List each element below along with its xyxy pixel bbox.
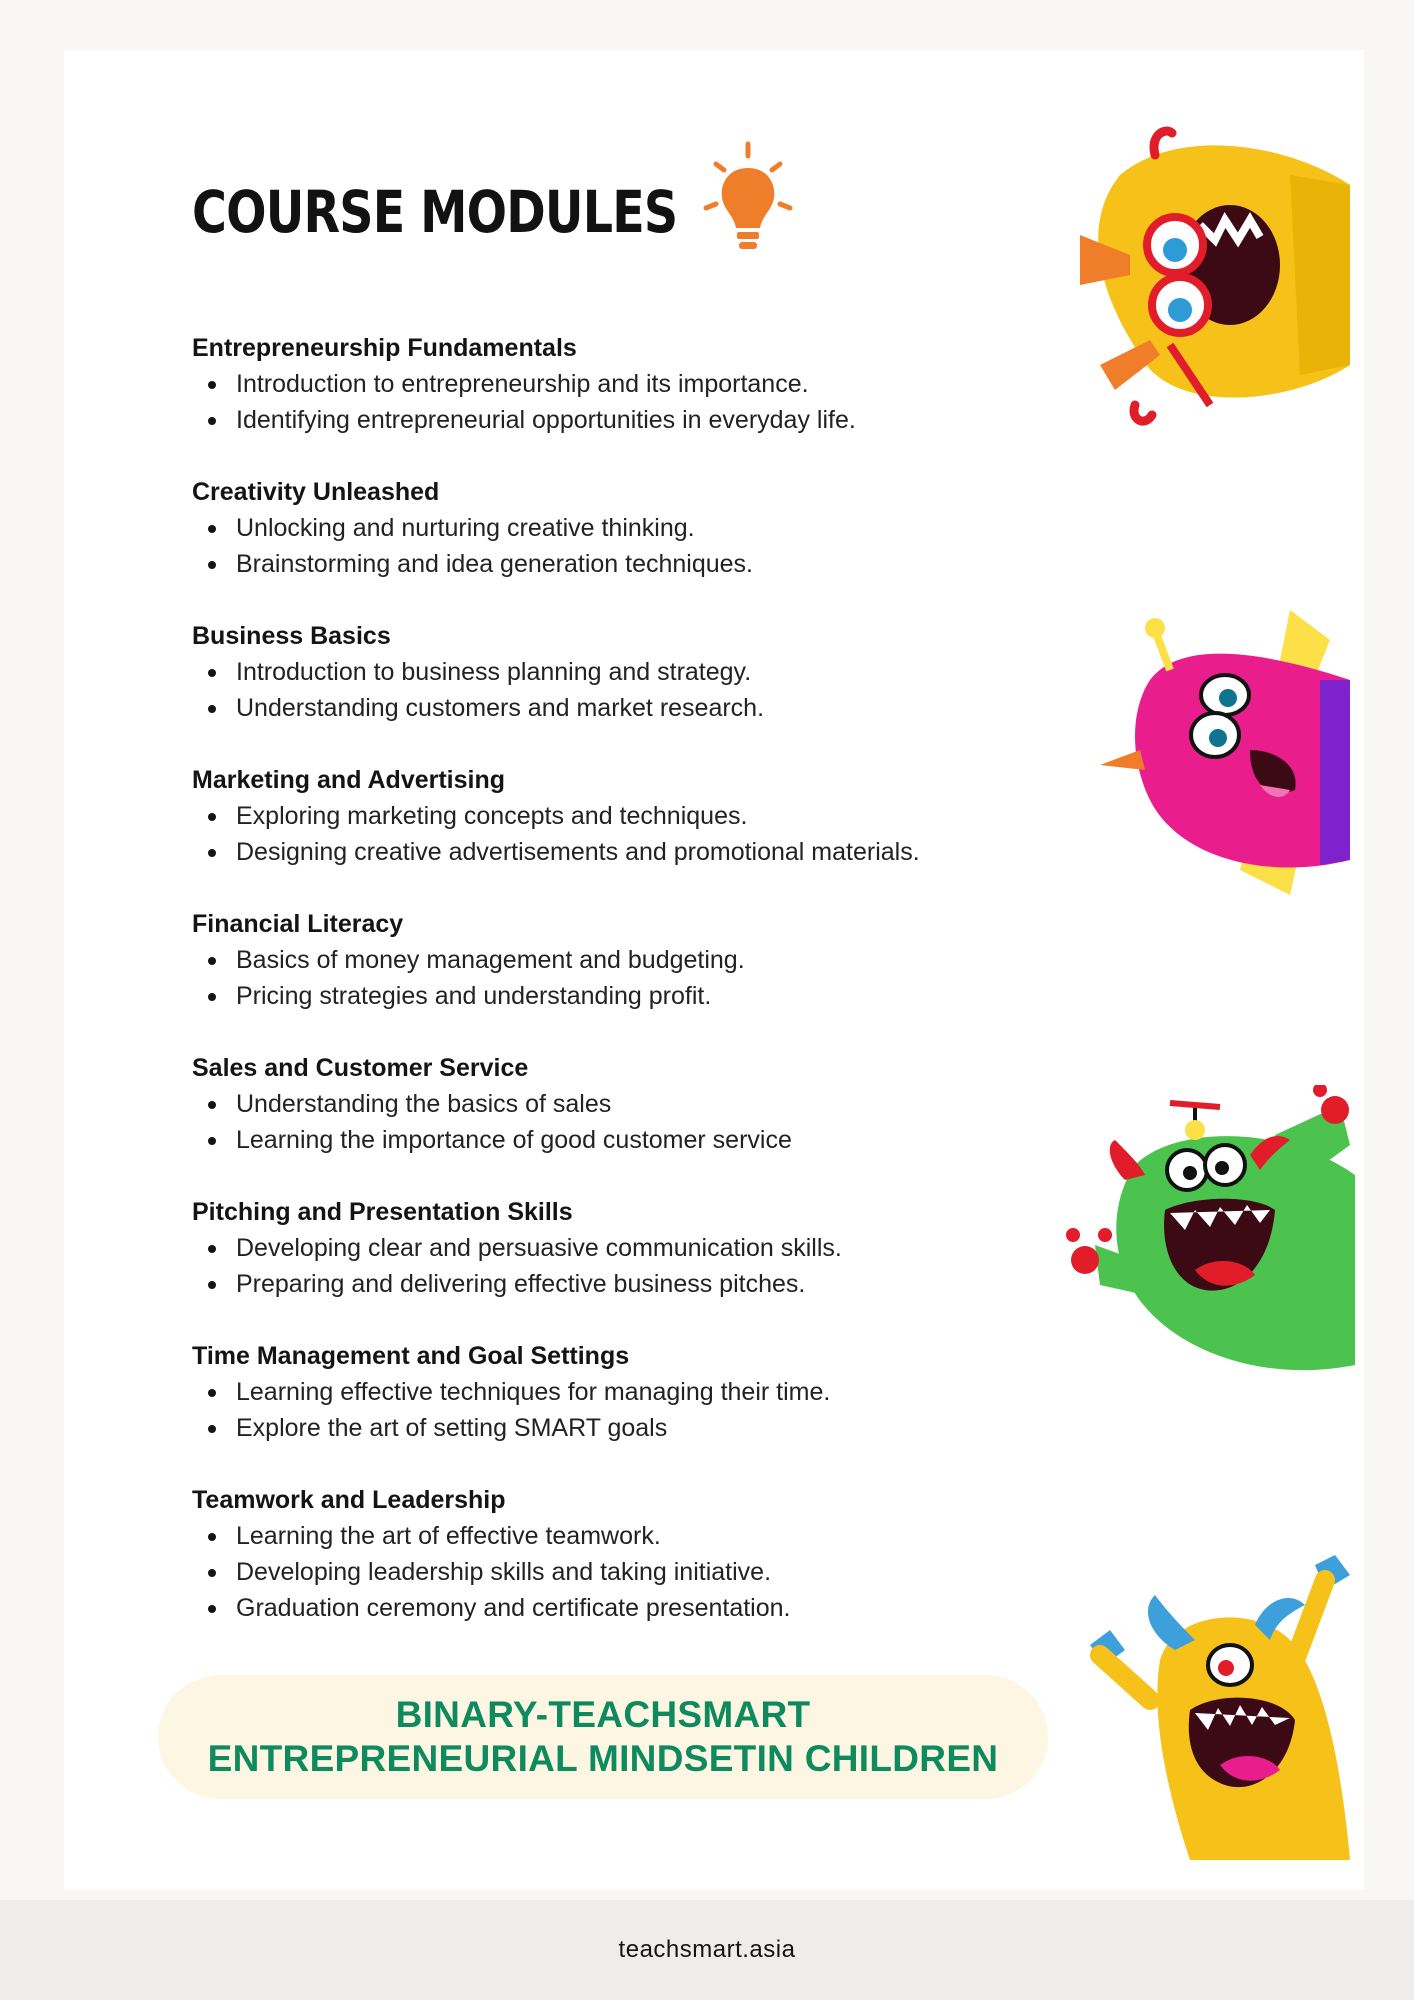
program-banner	[158, 1675, 1048, 1799]
list-item: Brainstorming and idea generation techniques.	[192, 546, 1072, 582]
module-items	[192, 1518, 1072, 1626]
list-item: Pricing strategies and understanding profit.	[192, 978, 1072, 1014]
footer	[0, 1900, 1414, 2000]
yellow-glasses-monster	[1060, 115, 1360, 435]
module	[192, 618, 1072, 726]
module-heading: Marketing and Advertising	[192, 766, 506, 794]
list-item: Graduation ceremony and certificate presentation.	[192, 1590, 1072, 1626]
list-item: Explore the art of setting SMART goals	[192, 1410, 1072, 1446]
list-item: Preparing and delivering effective business pitches.	[192, 1266, 1072, 1302]
module-heading: Teamwork and Leadership	[192, 1486, 506, 1514]
module-heading: Time Management and Goal Settings	[192, 1342, 630, 1370]
module-items	[192, 798, 1072, 870]
module-list	[192, 330, 1072, 1662]
module-items	[192, 654, 1072, 726]
footer-website[interactable]: teachsmart.asia	[618, 1936, 796, 1963]
module-items	[192, 510, 1072, 582]
list-item: Learning effective techniques for managing their time.	[192, 1374, 1072, 1410]
list-item: Basics of money management and budgeting.	[192, 942, 1072, 978]
module	[192, 474, 1072, 582]
list-item: Developing leadership skills and taking initiative.	[192, 1554, 1072, 1590]
module-items	[192, 1374, 1072, 1446]
list-item: Understanding the basics of sales	[192, 1086, 1072, 1122]
list-item: Identifying entrepreneurial opportunities in everyday life.	[192, 402, 1072, 438]
module-heading: Entrepreneurship Fundamentals	[192, 334, 577, 362]
list-item: Introduction to entrepreneurship and its importance.	[192, 366, 1072, 402]
list-item: Learning the art of effective teamwork.	[192, 1518, 1072, 1554]
module-heading: Business Basics	[192, 622, 391, 650]
green-monster	[1055, 1085, 1360, 1375]
banner-line-1: BINARY-TEACHSMART	[395, 1694, 811, 1735]
module	[192, 1050, 1072, 1158]
list-item: Exploring marketing concepts and techniques.	[192, 798, 1072, 834]
lightbulb-icon	[700, 138, 796, 258]
yellow-horned-monster	[1080, 1550, 1360, 1870]
module	[192, 1482, 1072, 1626]
module-items	[192, 1230, 1072, 1302]
list-item: Developing clear and persuasive communication skills.	[192, 1230, 1072, 1266]
page-title: COURSE MODULES	[192, 178, 678, 246]
list-item: Introduction to business planning and strategy.	[192, 654, 1072, 690]
module	[192, 1194, 1072, 1302]
module	[192, 330, 1072, 438]
module	[192, 762, 1072, 870]
list-item: Designing creative advertisements and promotional materials.	[192, 834, 1072, 870]
module-items	[192, 1086, 1072, 1158]
list-item: Understanding customers and market research.	[192, 690, 1072, 726]
module-items	[192, 942, 1072, 1014]
list-item: Unlocking and nurturing creative thinking.	[192, 510, 1072, 546]
module-heading: Creativity Unleashed	[192, 478, 440, 506]
module-heading: Pitching and Presentation Skills	[192, 1198, 573, 1226]
module	[192, 1338, 1072, 1446]
module-heading: Financial Literacy	[192, 910, 404, 938]
banner-line-2: ENTREPRENEURIAL MINDSETIN CHILDREN	[207, 1738, 999, 1779]
module-heading: Sales and Customer Service	[192, 1054, 529, 1082]
module	[192, 906, 1072, 1014]
list-item: Learning the importance of good customer service	[192, 1122, 1072, 1158]
pink-monster	[1100, 600, 1360, 900]
module-items	[192, 366, 1072, 438]
